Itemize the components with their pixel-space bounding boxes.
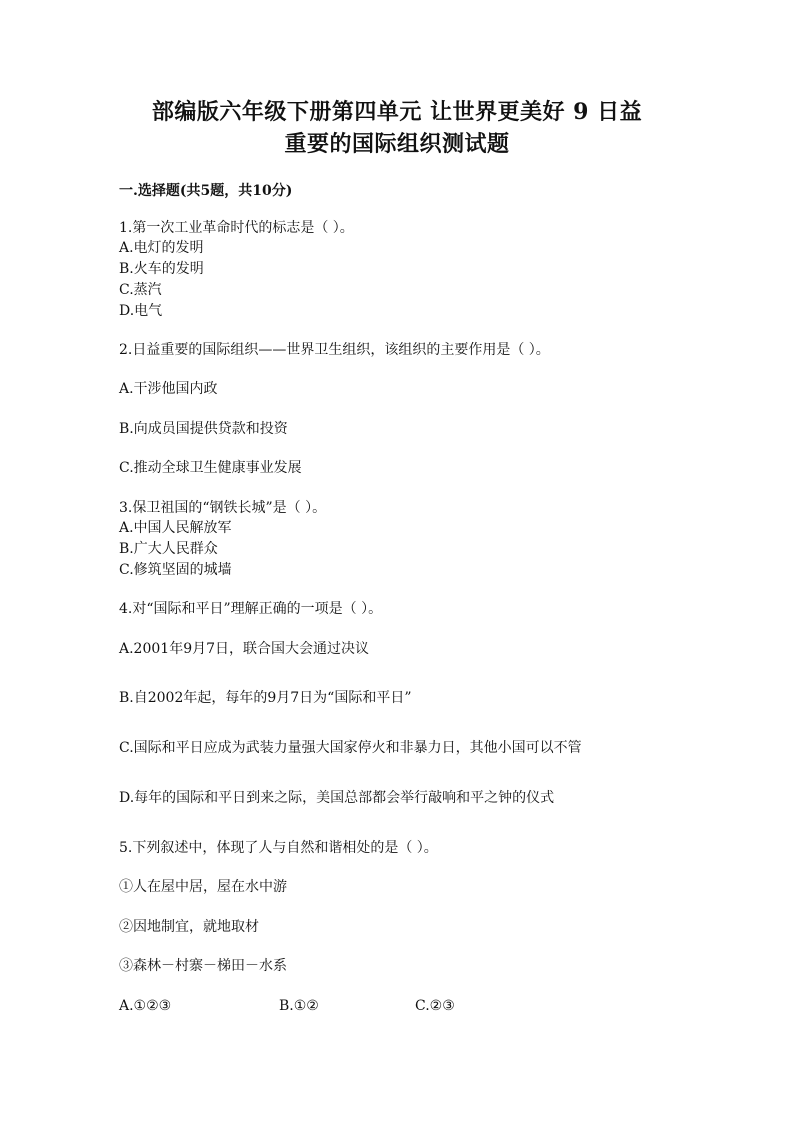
section-heading: 一.选择题(共5题，共10分)	[119, 183, 293, 199]
question-5-statement-3: ③森林－村寨－梯田－水系	[119, 958, 287, 974]
question-5-statement-1: ①人在屋中居，屋在水中游	[119, 879, 287, 895]
question-3-stem: 3.保卫祖国的“钢铁长城”是（ ）。	[119, 500, 327, 516]
question-3-option-b: B.广大人民群众	[119, 541, 218, 557]
question-1-option-b: B.火车的发明	[119, 261, 204, 277]
question-5-statement-2: ②因地制宜，就地取材	[119, 919, 259, 935]
question-1-option-d: D.电气	[119, 303, 163, 319]
question-1-option-c: C.蒸汽	[119, 282, 162, 298]
question-2-option-a: A.干涉他国内政	[119, 381, 218, 397]
question-2-option-b: B.向成员国提供贷款和投资	[119, 421, 288, 437]
page-title-line-1: 部编版六年级下册第四单元 让世界更美好 9 日益	[151, 99, 643, 125]
question-5-option-b: B.①②	[279, 998, 319, 1014]
question-4-option-b: B.自2002年起，每年的9月7日为“国际和平日”	[119, 690, 412, 706]
page-title-line-2: 重要的国际组织测试题	[284, 131, 510, 157]
question-1-option-a: A.电灯的发明	[119, 240, 204, 256]
question-4-option-c: C.国际和平日应成为武装力量强大国家停火和非暴力日，其他小国可以不管	[119, 740, 582, 756]
question-1-stem: 1.第一次工业革命时代的标志是（ ）。	[119, 220, 354, 236]
question-3-option-a: A.中国人民解放军	[119, 520, 232, 536]
question-3-option-c: C.修筑坚固的城墙	[119, 562, 232, 578]
question-5-option-c: C.②③	[415, 998, 455, 1014]
question-4-option-a: A.2001年9月7日，联合国大会通过决议	[119, 641, 370, 657]
question-5-options-row	[119, 996, 619, 1016]
question-5-option-a: A.①②③	[119, 998, 172, 1014]
question-4-option-d: D.每年的国际和平日到来之际，美国总部都会举行敲响和平之钟的仪式	[119, 790, 555, 806]
question-4-stem: 4.对“国际和平日”理解正确的一项是（ ）。	[119, 601, 383, 617]
question-5-stem: 5.下列叙述中，体现了人与自然和谐相处的是（ ）。	[119, 840, 438, 856]
question-2-option-c: C.推动全球卫生健康事业发展	[119, 460, 302, 476]
question-2-stem: 2.日益重要的国际组织——世界卫生组织，该组织的主要作用是（ ）。	[119, 342, 550, 358]
